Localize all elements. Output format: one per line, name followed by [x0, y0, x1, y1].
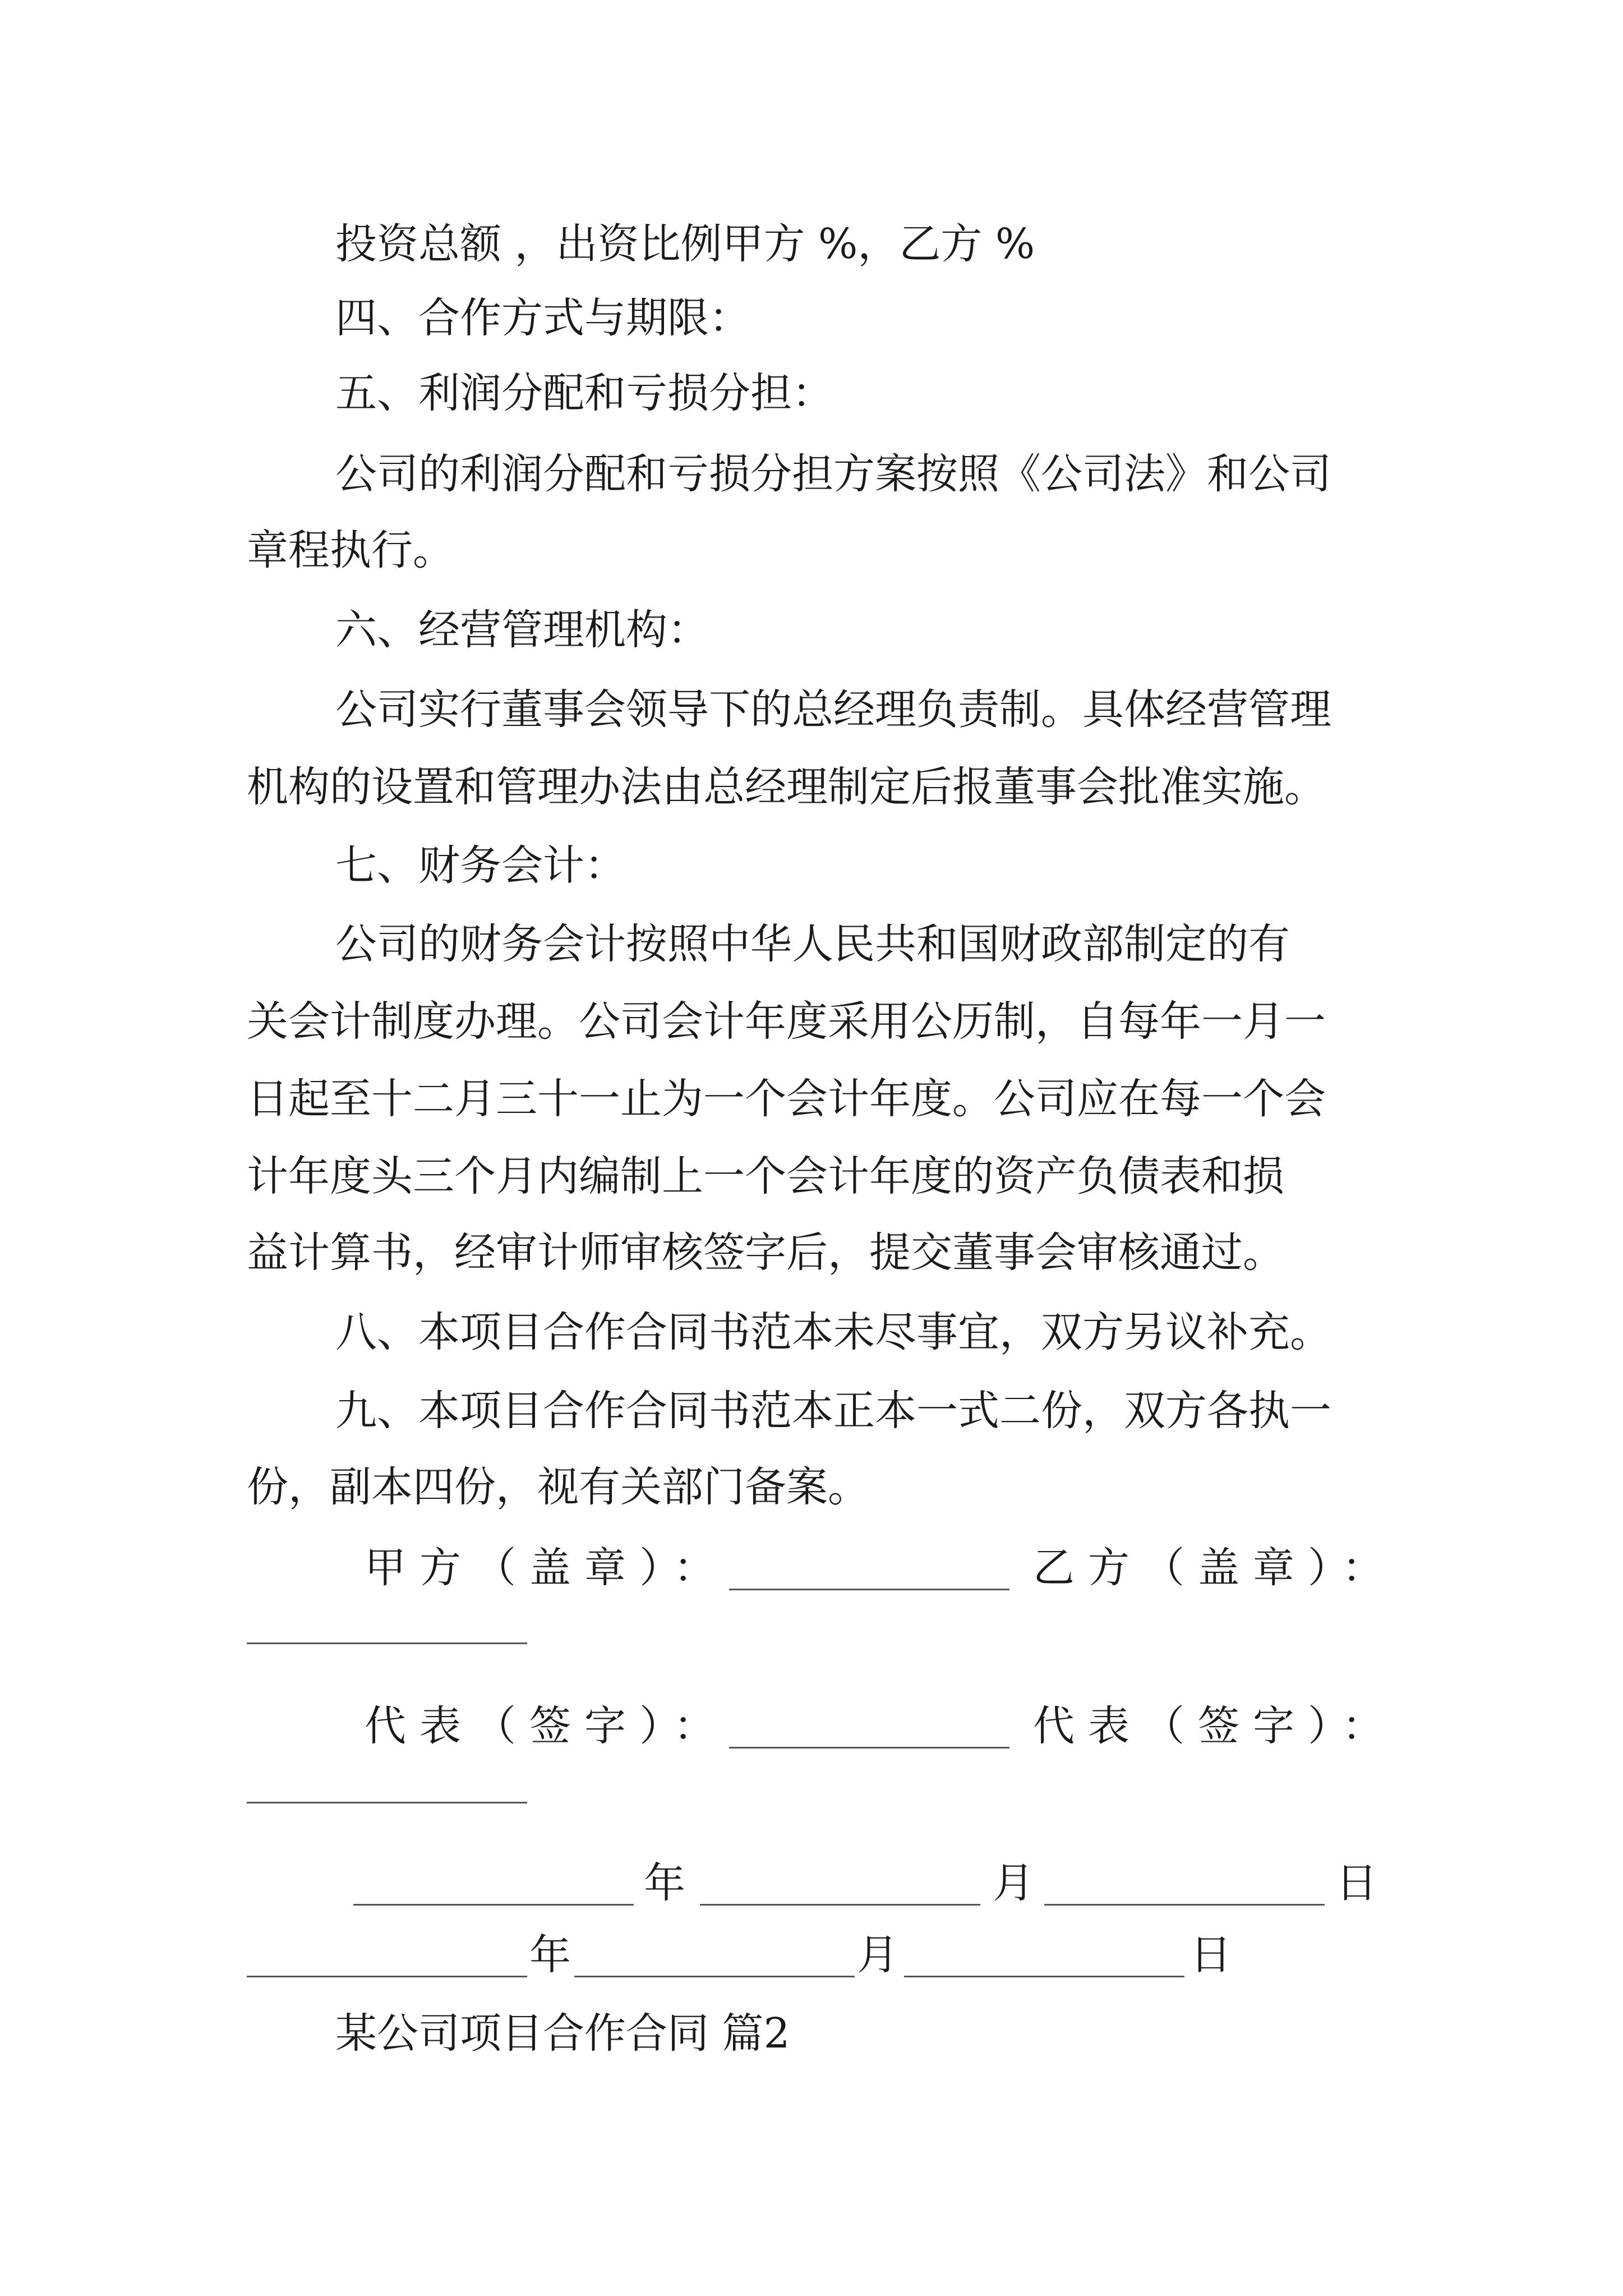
date-a-year-label: 年 [644, 1859, 685, 1907]
seal-row [0, 1531, 1623, 1604]
paragraph-finance-line2: 关会计制度办理。公司会计年度采用公历制，自每年一月一 [247, 997, 1326, 1046]
paragraph-profit-line2: 章程执行。 [247, 526, 454, 574]
date-a-month-blank[interactable] [700, 1859, 980, 1906]
date-row-b [0, 1918, 1623, 1991]
date-a-year-blank[interactable] [353, 1859, 634, 1906]
date-row-a [0, 1847, 1623, 1920]
paragraph-finance-line3: 日起至十二月三十一止为一个会计年度。公司应在每一个会 [247, 1075, 1326, 1123]
date-b-day-label: 日 [1190, 1931, 1232, 1979]
next-section-title: 某公司项目合作合同 篇2 [335, 2009, 790, 2058]
date-b-year-blank[interactable] [247, 1931, 527, 1977]
party-a-seal-blank[interactable] [729, 1544, 1009, 1590]
paragraph-investment: 投资总额 ，出资比例甲方 %，乙方 % [335, 220, 1035, 268]
date-a-month-label: 月 [993, 1859, 1034, 1907]
heading-cooperation-method: 四、合作方式与期限： [335, 294, 750, 342]
heading-finance: 七、财务会计： [335, 841, 626, 890]
date-b-month-label: 月 [857, 1931, 898, 1979]
paragraph-management-line2: 机构的设置和管理办法由总经理制定后报董事会批准实施。 [247, 763, 1326, 811]
paragraph-finance-line5: 益计算书，经审计师审核签字后，提交董事会审核通过。 [247, 1228, 1284, 1277]
paragraph-finance-line4: 计年度头三个月内编制上一个会计年度的资产负债表和损 [247, 1152, 1284, 1200]
paragraph-finance-line1: 公司的财务会计按照中华人民共和国财政部制定的有 [335, 920, 1290, 968]
date-b-day-blank[interactable] [904, 1931, 1184, 1977]
heading-management: 六、经营管理机构： [335, 606, 709, 654]
paragraph-supplement: 八、本项目合作合同书范本未尽事宜，双方另议补充。 [335, 1308, 1331, 1356]
paragraph-management-line1: 公司实行董事会领导下的总经理负责制。具体经营管理 [335, 685, 1331, 734]
date-b-year-label: 年 [529, 1931, 571, 1979]
party-b-rep-blank[interactable] [247, 1802, 527, 1803]
party-b-seal-label: 乙方（盖章）： [1033, 1544, 1397, 1592]
paragraph-copies-line2: 份，副本四份，视有关部门备案。 [247, 1463, 869, 1511]
party-a-seal-label: 甲方（盖章）： [365, 1544, 728, 1592]
date-a-day-blank[interactable] [1044, 1859, 1325, 1906]
paragraph-profit-line1: 公司的利润分配和亏损分担方案按照《公司法》和公司 [335, 450, 1331, 498]
paragraph-copies-line1: 九、本项目合作合同书范本正本一式二份，双方各执一 [335, 1387, 1331, 1435]
party-b-rep-label: 代表（签字）： [1033, 1702, 1397, 1750]
representative-row [0, 1690, 1623, 1763]
party-b-seal-blank[interactable] [247, 1642, 527, 1644]
date-b-month-blank[interactable] [574, 1931, 855, 1977]
party-a-rep-label: 代表（签字）： [365, 1702, 728, 1750]
party-a-rep-blank[interactable] [729, 1702, 1009, 1749]
heading-profit-distribution: 五、利润分配和亏损分担： [335, 369, 833, 417]
date-a-day-label: 日 [1336, 1859, 1377, 1907]
